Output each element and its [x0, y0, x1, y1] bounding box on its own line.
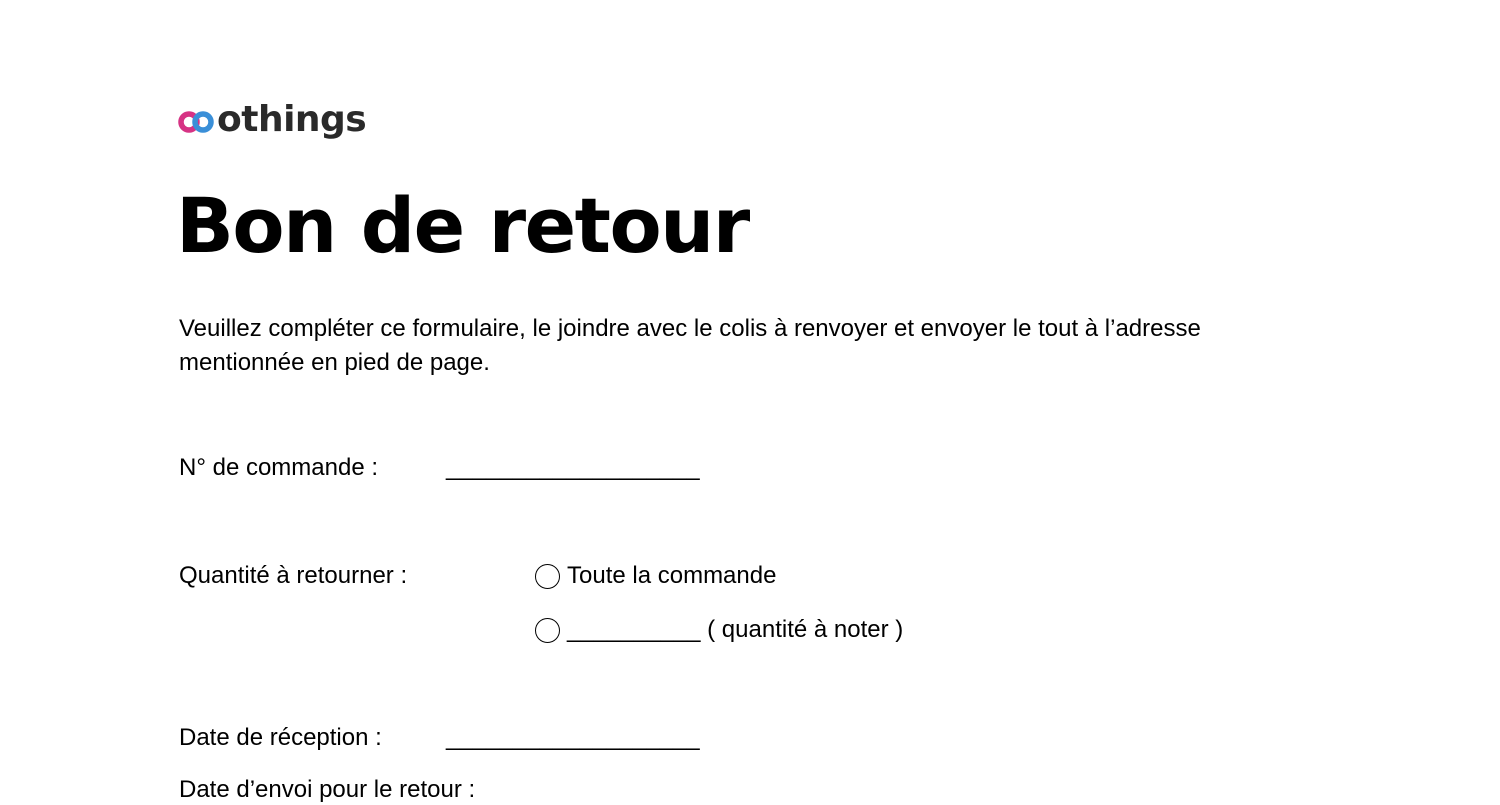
quantity-option-label: Toute la commande — [567, 562, 777, 589]
reception-date-field[interactable]: ___________________ — [446, 724, 700, 751]
order-number-field[interactable]: ___________________ — [446, 454, 700, 481]
page-title: Bon de retour — [176, 181, 749, 270]
intro-text: Veuillez compléter ce formulaire, le joindre avec le colis à renvoyer et envoyer le tout à l’adresse mentionnée en pied de page. — [179, 315, 1201, 376]
radio-circle-icon[interactable] — [535, 564, 560, 589]
quantity-option-label: __________ ( quantité à noter ) — [567, 616, 904, 643]
quantity-option-whole-order[interactable] — [535, 561, 776, 591]
quantity-option-custom[interactable] — [535, 615, 903, 645]
return-send-date-label: Date d’envoi pour le retour : — [179, 776, 476, 803]
infinity-loop-icon — [178, 108, 216, 134]
order-number-label: N° de commande : — [179, 454, 379, 481]
radio-circle-icon[interactable] — [535, 618, 560, 643]
brand-name: othings — [217, 99, 367, 140]
brand-logo — [178, 98, 366, 144]
reception-date-label: Date de réception : — [179, 724, 382, 751]
quantity-label: Quantité à retourner : — [179, 562, 408, 589]
